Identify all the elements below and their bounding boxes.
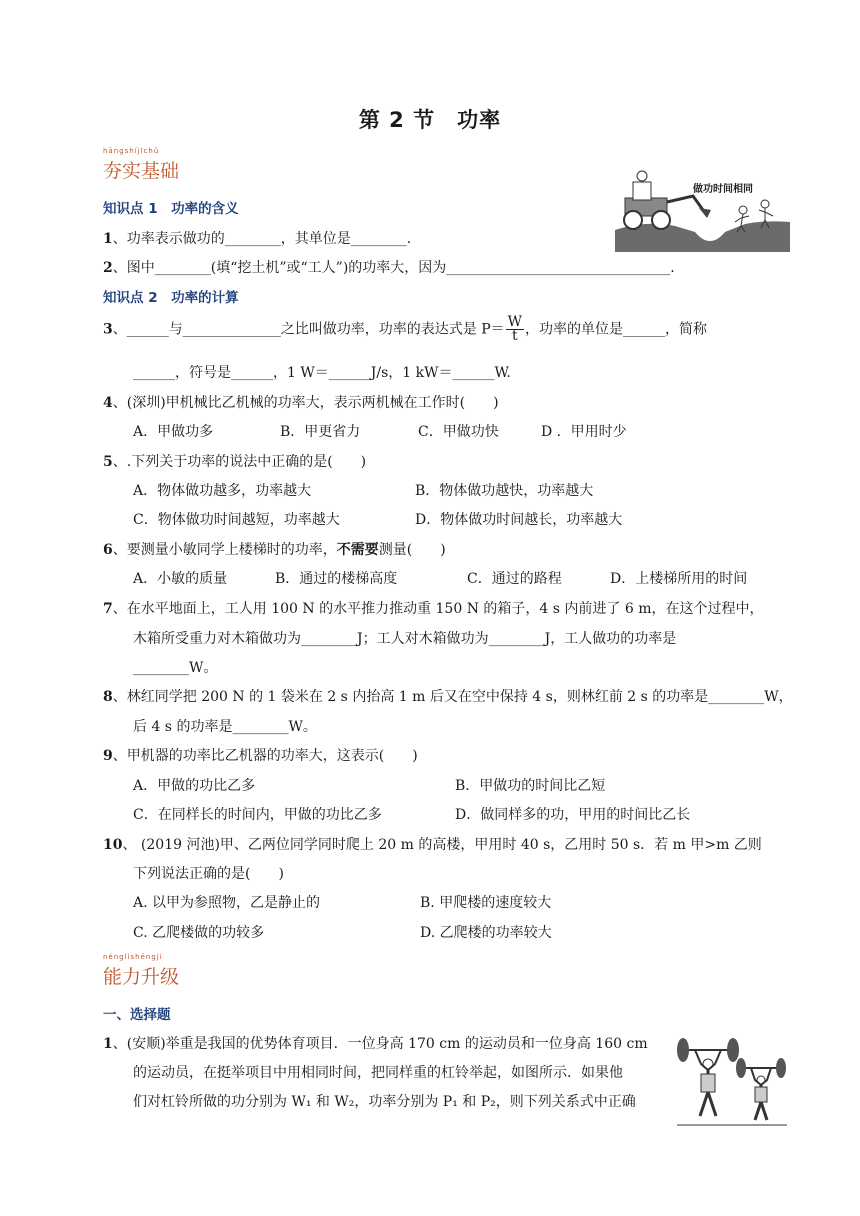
q5-option-c: C．物体做功时间越短，功率越大 (133, 512, 340, 528)
q4-option-d: D ．甲用时少 (541, 424, 627, 440)
q5-option-a: A．物体做功越多，功率越大 (133, 483, 312, 499)
question-6: 6、要测量小敏同学上楼梯时的功率，不需要测量( ) (103, 542, 446, 558)
q9-option-c: C．在同样长的时间内，甲做的功比乙多 (133, 807, 382, 823)
q6-option-a: A．小敏的质量 (133, 571, 228, 587)
question-3: 3、______与______________之比叫做功率，功率的表达式是 P＝ $\frac{W}{t}$ ，功率的单位是______，简称 (103, 314, 708, 344)
q10-option-d: D. 乙爬楼的功率较大 (420, 925, 552, 941)
knowledge-point-1: 知识点 1 功率的含义 (103, 201, 239, 217)
q6-option-d: D．上楼梯所用的时间 (610, 571, 748, 587)
q10-option-a: A. 以甲为参照物，乙是静止的 (133, 895, 321, 911)
question-4: 4、(深圳)甲机械比乙机械的功率大，表示两机械在工作时( ) (103, 395, 499, 411)
question-10: 10、 (2019 河池)甲、乙两位同学同时爬上 20 m 的高楼，甲用时 40 s，乙用时 50 s．若 m 甲>m 乙则 (103, 837, 762, 853)
problem-1-line2: 的运动员，在挺举项目中用相同时间，把同样重的杠铃举起，如图所示．如果他 (133, 1065, 623, 1081)
question-10-line2: 下列说法正确的是( ) (133, 866, 284, 882)
page-title: 第 2 节 功率 (358, 108, 502, 132)
power-formula-fraction: $\frac{W}{t}$ (507, 314, 523, 344)
q4-option-c: C．甲做功快 (418, 424, 499, 440)
question-7: 7、在水平地面上，工人用 100 N 的水平推力推动重 150 N 的箱子，4 s 内前进了 6 m，在这个过程中， (103, 601, 764, 617)
part-heading: 一、选择题 (103, 1007, 171, 1023)
question-3-line2: ______，符号是______，1 W＝______J/s，1 kW＝______W. (133, 365, 511, 381)
q5-option-b: B．物体做功越快，功率越大 (415, 483, 594, 499)
q10-option-b: B. 甲爬楼的速度较大 (420, 895, 552, 911)
question-5: 5、.下列关于功率的说法中正确的是( ) (103, 454, 367, 470)
question-2: 2、图中________(填“挖土机”或“工人”)的功率大，因为________________________________. (103, 260, 675, 276)
q6-option-c: C．通过的路程 (467, 571, 562, 587)
question-8: 8、林红同学把 200 N 的 1 袋米在 2 s 内抬高 1 m 后又在空中保持 4 s，则林红前 2 s 的功率是________W， (103, 689, 793, 705)
weightlifters-illustration (673, 1030, 791, 1128)
problem-1-line3: 们对杠铃所做的功分别为 W₁ 和 W₂，功率分别为 P₁ 和 P₂，则下列关系式中正确 (133, 1094, 636, 1110)
excavator-illustration (615, 160, 790, 252)
q9-option-a: A．甲做的功比乙多 (133, 778, 256, 794)
section-pinyin: hāngshíjīchǔ (103, 147, 160, 155)
problem-1: 1、(安顺)举重是我国的优势体育项目．一位身高 170 cm 的运动员和一位身高 160 cm (103, 1036, 648, 1052)
question-9: 9、甲机器的功率比乙机器的功率大，这表示( ) (103, 748, 418, 764)
q9-option-b: B．甲做功的时间比乙短 (455, 778, 606, 794)
q4-option-a: A．甲做功多 (133, 424, 214, 440)
q9-option-d: D．做同样多的功，甲用的时间比乙长 (455, 807, 691, 823)
question-7-line3: ________W。 (133, 660, 218, 676)
section-heading: 夯实基础 (103, 160, 180, 182)
q6-option-b: B．通过的楼梯高度 (275, 571, 398, 587)
excavator-label: 做功时间相同 (693, 184, 753, 195)
section-pinyin-2: nénglìshēngjí (103, 953, 163, 961)
q10-option-c: C. 乙爬楼做的功较多 (133, 925, 265, 941)
question-7-line2: 木箱所受重力对木箱做功为________J；工人对木箱做功为________J，工人做功的功率是 (133, 631, 677, 647)
q4-option-b: B．甲更省力 (280, 424, 361, 440)
question-8-line2: 后 4 s 的功率是________W。 (133, 719, 317, 735)
knowledge-point-2: 知识点 2 功率的计算 (103, 290, 239, 306)
question-1: 1、功率表示做功的________，其单位是________. (103, 231, 412, 247)
q5-option-d: D．物体做功时间越长，功率越大 (415, 512, 623, 528)
section-heading-2: 能力升级 (103, 966, 180, 988)
